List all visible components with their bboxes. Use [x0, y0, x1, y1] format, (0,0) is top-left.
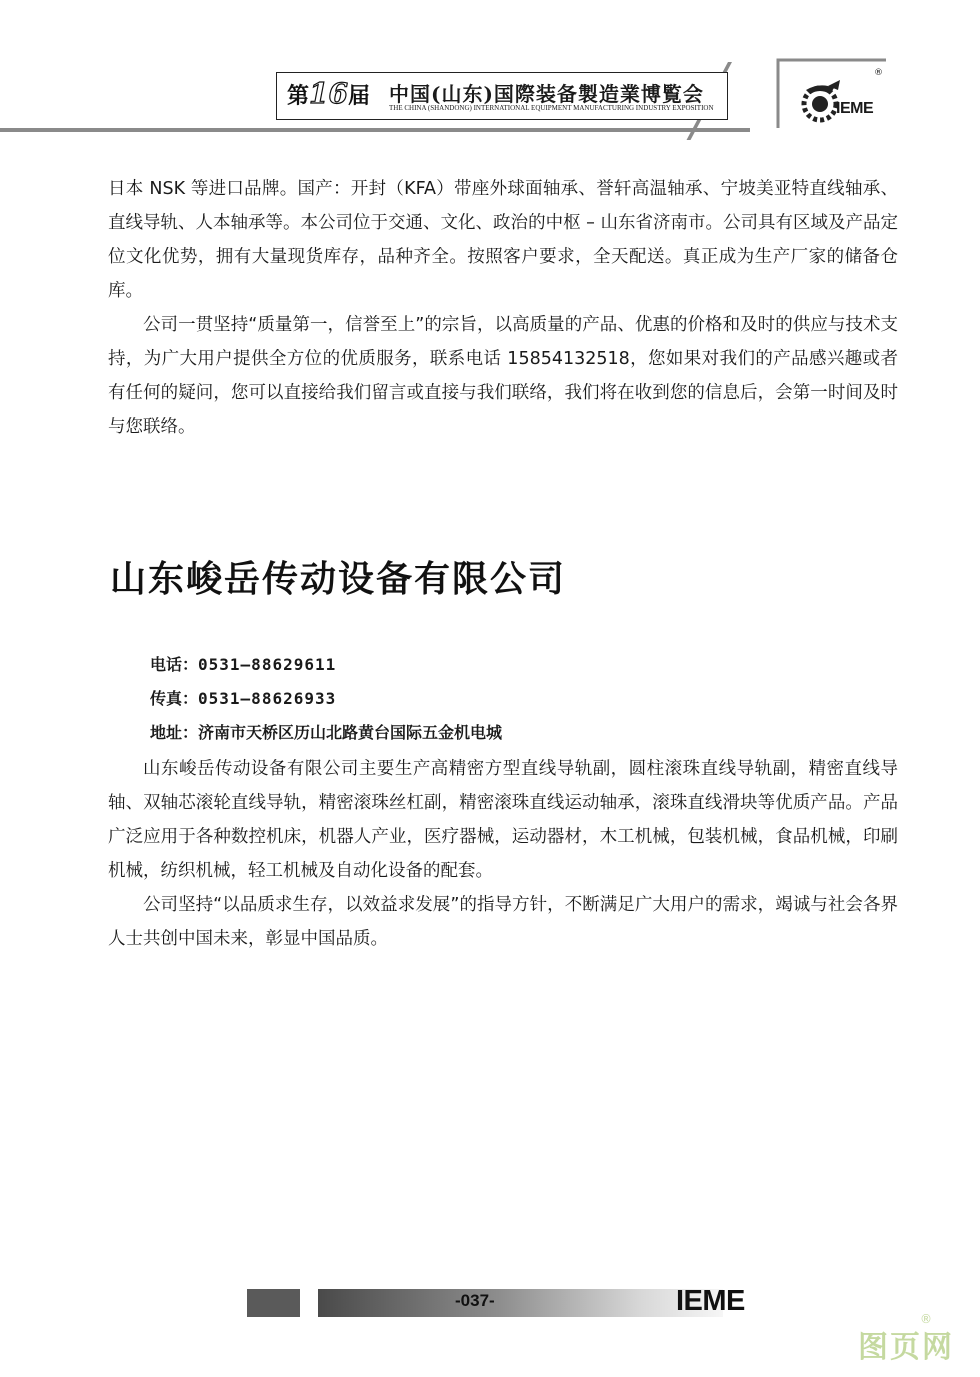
phone-label: 电话：	[150, 655, 199, 674]
company-paragraph-2: 公司坚持“以品质求生存，以效益求发展”的指导方针，不断满足广大用户的需求，竭诚与社会各界人士共创中国未来，彰显中国品质。	[108, 895, 898, 949]
watermark-text: 图页网	[858, 1330, 954, 1365]
footer-brand: IEME	[676, 1285, 745, 1317]
expo-title-en: THE CHINA (SHANDONG) INTERNATIONAL EQUIPMENT MANUFACTURING INDUSTRY EXPOSITION	[389, 104, 714, 112]
logo-text: IEME	[836, 100, 874, 117]
watermark-registered-mark: ®	[920, 1312, 932, 1326]
company-address	[150, 720, 502, 743]
company-phone	[150, 652, 336, 675]
expo-edition	[287, 77, 370, 110]
edition-prefix: 第	[287, 84, 310, 109]
intro-paragraph-1: 日本 NSK 等进口品牌。国产：开封（KFA）带座外球面轴承、誉轩高温轴承、宁坡美亚特直线轴承、直线导轨、人本轴承等。本公司位于交通、文化、政治的中枢 – 山东省济南市。公司具有区域及产品定位文化优势，拥有大量现货库存，品种齐全。按照客户要求，全天配送。真正成为生产厂家的储备仓库。	[108, 179, 898, 301]
footer-dark-block	[247, 1289, 300, 1317]
company-paragraph-1: 山东峻岳传动设备有限公司主要生产高精密方型直线导轨副，圆柱滚珠直线导轨副，精密直线导轴、双轴芯滚轮直线导轨，精密滚珠丝杠副，精密滚珠直线运动轴承，滚珠直线滑块等优质产品。产品广泛应用于各种数控机床，机器人产业，医疗器械，运动器材，木工机械，包装机械，食品机械，印刷机械，纺织机械，轻工机械及自动化设备的配套。	[108, 759, 898, 881]
edition-suffix: 届	[347, 84, 370, 109]
company-name-heading: 山东峻岳传动设备有限公司	[110, 559, 567, 600]
fax-label: 传真：	[150, 689, 199, 708]
company-fax	[150, 686, 336, 709]
fax-value: 0531—88626933	[198, 689, 337, 708]
expo-title-cn: 中国(山东)国際装备製造業博覧会	[389, 82, 704, 106]
intro-paragraph-2: 公司一贯坚持“质量第一，信誉至上”的宗旨，以高质量的产品、优惠的价格和及时的供应与技术支持，为广大用户提供全方位的优质服务，联系电话 15854132518，您如果对我们的产品感兴趣或者有任何的疑问，您可以直接给我们留言或直接与我们联络，我们将在收到您的信息后，会第一时间及时与您联络。	[108, 315, 898, 437]
logo-registered-mark: ®	[874, 68, 883, 78]
phone-value: 0531—88629611	[198, 655, 337, 674]
header-rule	[0, 128, 750, 132]
footer-gradient-bar	[318, 1289, 723, 1317]
edition-number: 16	[309, 77, 348, 110]
expo-banner	[276, 72, 728, 120]
page-number: -037-	[455, 1291, 495, 1310]
address-value: 济南市天桥区历山北路黄台国际五金机电城	[198, 723, 503, 742]
address-label: 地址：	[150, 723, 199, 742]
